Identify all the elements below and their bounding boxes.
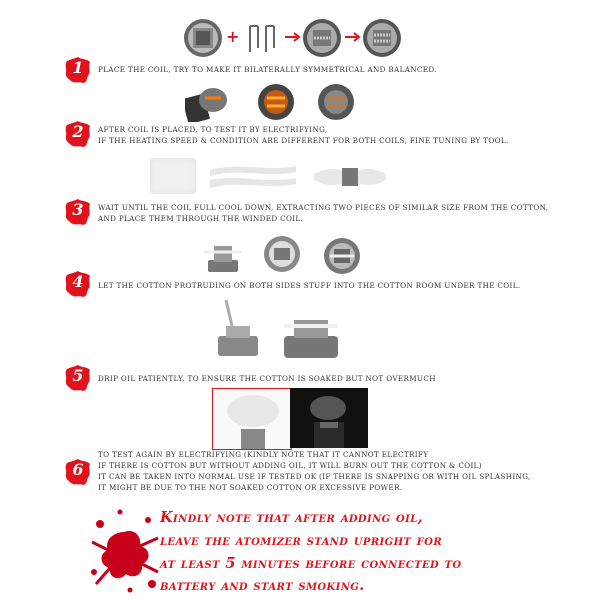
- step-text-3-line-2: AND PLACE THEM THROUGH THE WINDED COIL.: [98, 214, 304, 223]
- step-badge-5: [64, 364, 92, 392]
- note-line-1: Kindly note that after adding oil,: [160, 509, 424, 526]
- cotton-strips-image: [208, 158, 298, 194]
- note-line-4: battery and start smoking.: [160, 577, 365, 594]
- step-number: 3: [72, 200, 84, 219]
- step-text-6-line-1: TO TEST AGAIN BY ELECTRIFYING (KINDLY NOTE THAT IT CANNOT ELECTRIFY: [98, 450, 429, 459]
- ink-splash-icon: [86, 502, 162, 596]
- step-text-2-line-1: AFTER COIL IS PLACED, TO TEST IT BY ELECTRIFYING,: [98, 125, 328, 134]
- step-badge-1: [64, 56, 92, 84]
- step-text-6-line-3: IT CAN BE TAKEN INTO NORMAL USE IF TESTED OK (IF THERE IS SNAPPING OR WITH OIL SPLASHING,: [98, 472, 531, 481]
- arrow-right-icon: [285, 32, 301, 42]
- vapor-test-image-1: [212, 388, 292, 450]
- step-badge-2: [64, 120, 92, 148]
- step-number: 6: [72, 460, 84, 479]
- step-text-3-line-1: WAIT UNTIL THE COIL FULL COOL DOWN, EXTRACTING TWO PIECES OF SIMILAR SIZE FROM THE COTTON,: [98, 203, 549, 212]
- step-badge-6: [64, 458, 92, 486]
- atomizer-cotton-image-1: [202, 236, 244, 276]
- step-text-5: DRIP OIL PATIENTLY, TO ENSURE THE COTTON IS SOAKED BUT NOT OVERMUCH: [98, 374, 436, 383]
- cotton-pad-image: [150, 158, 196, 194]
- atomizer-cotton-image-2: [262, 234, 302, 274]
- coil-wires-image: [242, 18, 282, 58]
- step-text-1: PLACE THE COIL, TRY TO MAKE IT BILATERALLY SYMMETRICAL AND BALANCED.: [98, 65, 437, 74]
- electrified-coil-image-3: [315, 83, 357, 121]
- coil-deck-image-1: [183, 18, 223, 58]
- arrow-right-icon: [345, 32, 361, 42]
- step-badge-4: [64, 270, 92, 298]
- vapor-test-image-2: [290, 388, 368, 448]
- step-number: 1: [72, 58, 84, 77]
- step-text-4: LET THE COTTON PROTRUDING ON BOTH SIDES STUFF INTO THE COTTON ROOM UNDER THE COIL.: [98, 281, 521, 290]
- cotton-in-coil-image: [312, 160, 388, 194]
- oil-dropper-image: [212, 300, 264, 362]
- coil-deck-image-2: [302, 18, 342, 58]
- step-number: 2: [72, 122, 84, 141]
- step-number: 4: [72, 272, 84, 291]
- atomizer-cotton-image-3: [322, 236, 362, 276]
- step-text-6-line-4: IT MIGHT BE DUE TO THE NOT SOAKED COTTON OR EXCESSIVE POWER.: [98, 483, 403, 492]
- coil-deck-image-3: [362, 18, 402, 58]
- electrified-coil-image-2: [255, 83, 297, 121]
- plus-icon: +: [226, 27, 240, 46]
- note-line-3: at least 5 minutes before connected to: [160, 555, 462, 572]
- electrified-coil-image-1: [185, 82, 231, 122]
- step-text-2-line-2: IF THE HEATING SPEED & CONDITION ARE DIFFERENT FOR BOTH COILS, FINE TUNING BY TOOL.: [98, 136, 509, 145]
- step-number: 5: [72, 366, 84, 385]
- step-badge-3: [64, 198, 92, 226]
- step-text-6-line-2: IF THERE IS COTTON BUT WITHOUT ADDING OIL, IT WILL BURN OUT THE COTTON & COIL): [98, 461, 482, 470]
- atomizer-soaked-image: [280, 312, 342, 362]
- note-line-2: leave the atomizer stand upright for: [160, 532, 443, 549]
